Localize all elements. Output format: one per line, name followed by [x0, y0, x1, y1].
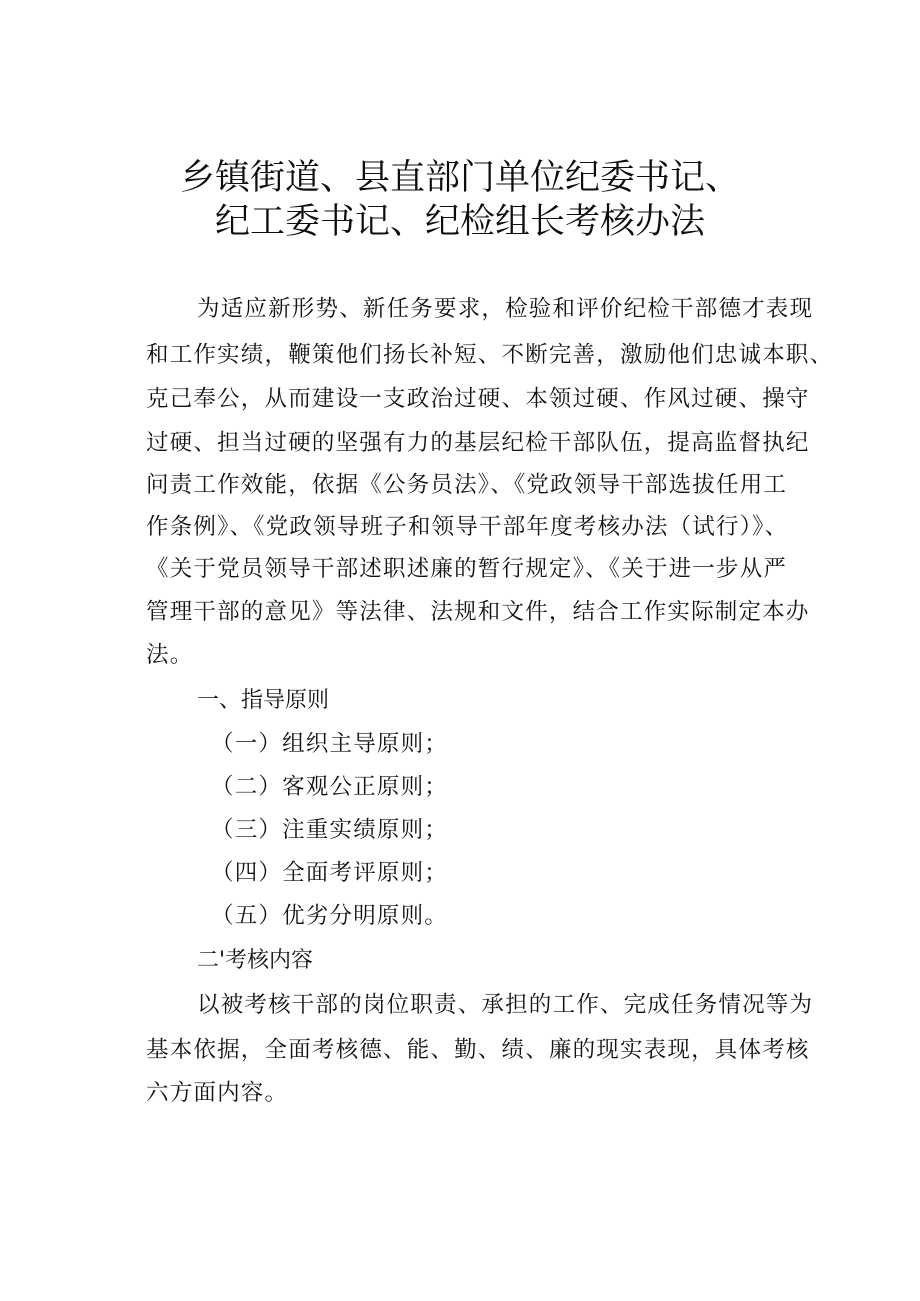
intro-paragraph-line: 过硬、担当过硬的坚强有力的基层纪检干部队伍，提高监督执纪	[146, 430, 810, 456]
document-title-line-2: 纪工委书记、纪检组长考核办法	[214, 202, 705, 242]
principle-item: （一）组织主导原则；	[211, 731, 449, 757]
assessment-paragraph-line: 六方面内容。	[146, 1080, 289, 1106]
principle-item: （五）优劣分明原则。	[211, 903, 449, 929]
intro-paragraph-line: 和工作实绩，鞭策他们扬长补短、不断完善，激励他们忠诚本职、	[146, 342, 834, 368]
intro-paragraph-line: 管理干部的意见》等法律、法规和文件，结合工作实际制定本办	[146, 599, 810, 625]
principle-item: （三）注重实绩原则；	[211, 817, 449, 843]
intro-paragraph-line: 问责工作效能，依据《公务员法》、《党政领导干部选拔任用工	[146, 472, 788, 498]
intro-paragraph-line: 为适应新形势、新任务要求，检验和评价纪检干部德才表现	[197, 296, 814, 322]
principle-item: （二）客观公正原则；	[211, 774, 449, 800]
section-heading-assessment-content: 二'考核内容	[197, 948, 314, 973]
principle-item: （四）全面考评原则；	[211, 860, 449, 886]
intro-paragraph-line: 《关于党员领导干部述职述廉的暂行规定》、《关于进一步从严	[146, 556, 788, 582]
section-heading-guiding-principles: 一、指导原则	[197, 688, 330, 713]
assessment-paragraph-line: 基本依据，全面考核德、能、勤、绩、廉的现实表现，具体考核	[146, 1037, 810, 1063]
assessment-paragraph-line: 以被考核干部的岗位职责、承担的工作、完成任务情况等为	[197, 992, 814, 1018]
intro-paragraph-line: 法。	[146, 642, 194, 668]
document-title-line-1: 乡镇街道、县直部门单位纪委书记、	[179, 158, 740, 198]
intro-paragraph-line: 克己奉公，从而建设一支政治过硬、本领过硬、作风过硬、操守	[146, 386, 810, 412]
intro-paragraph-line: 作条例》、《党政领导班子和领导干部年度考核办法（试行）》、	[146, 514, 789, 540]
